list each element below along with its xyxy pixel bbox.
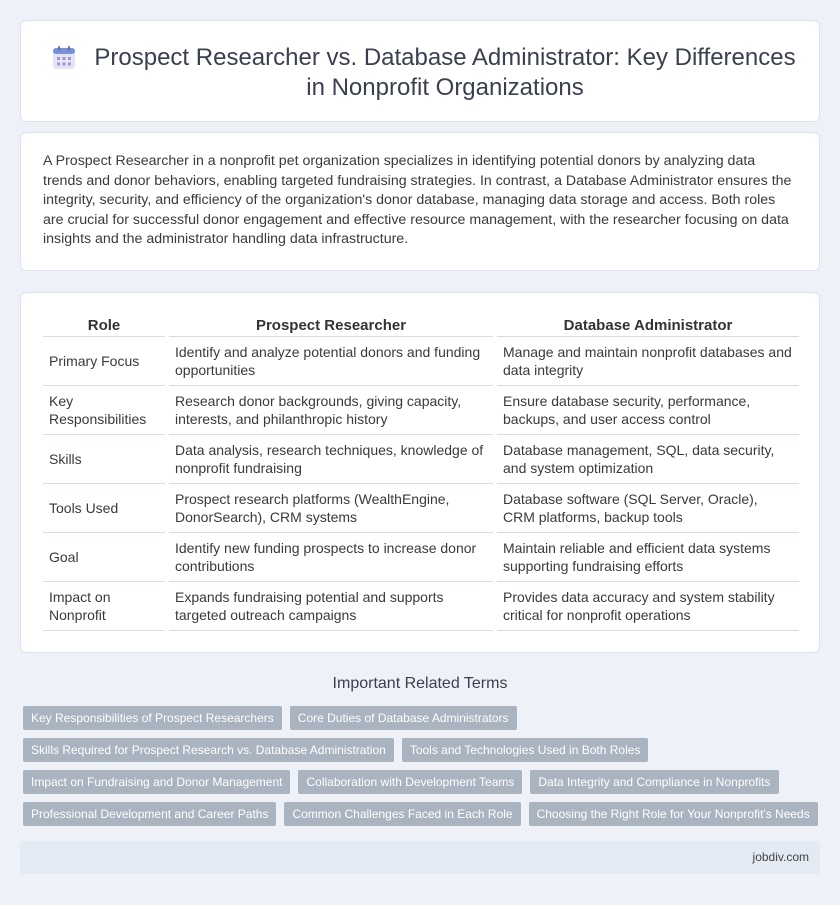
cell-prospect-researcher: Data analysis, research techniques, knowledge of nonprofit fundraising: [169, 435, 493, 484]
cell-role: Tools Used: [43, 484, 165, 533]
table-row: [43, 582, 799, 631]
related-terms-row: [23, 738, 823, 762]
comparison-table: [43, 315, 799, 631]
header-database-administrator: Database Administrator: [497, 315, 799, 337]
cell-role: Goal: [43, 533, 165, 582]
cell-prospect-researcher: Identify and analyze potential donors and funding opportunities: [169, 337, 493, 386]
table-row: [43, 484, 799, 533]
related-terms-heading: Important Related Terms: [332, 675, 508, 692]
related-term-tag[interactable]: Data Integrity and Compliance in Nonprofits: [530, 770, 778, 794]
related-term-tag[interactable]: Collaboration with Development Teams: [298, 770, 522, 794]
title-card: [20, 20, 820, 122]
cell-prospect-researcher: Prospect research platforms (WealthEngine, DonorSearch), CRM systems: [169, 484, 493, 533]
cell-role: Skills: [43, 435, 165, 484]
page-title: Prospect Researcher vs. Database Administrator: Key Differences in Nonprofit Organizations: [94, 44, 796, 101]
comparison-table-card: [20, 292, 820, 653]
cell-prospect-researcher: Identify new funding prospects to increase donor contributions: [169, 533, 493, 582]
cell-database-administrator: Database software (SQL Server, Oracle), CRM platforms, backup tools: [497, 484, 799, 533]
related-terms-list: [23, 706, 823, 834]
related-term-tag[interactable]: Skills Required for Prospect Research vs. Database Administration: [23, 738, 394, 762]
related-term-tag[interactable]: Professional Development and Career Paths: [23, 802, 276, 826]
cell-prospect-researcher: Research donor backgrounds, giving capacity, interests, and philanthropic history: [169, 386, 493, 435]
table-row: [43, 386, 799, 435]
cell-database-administrator: Database management, SQL, data security, and system optimization: [497, 435, 799, 484]
cell-role: Key Responsibilities: [43, 386, 165, 435]
related-term-tag[interactable]: Common Challenges Faced in Each Role: [284, 802, 520, 826]
related-terms-row: [23, 770, 823, 794]
intro-paragraph: A Prospect Researcher in a nonprofit pet organization specializes in identifying potential donors by analyzing data trends and donor behaviors, enabling targeted fundraising strategies. In contrast, a Database Administrator ensures the integrity, security, and efficiency of the organization's donor database, managing data storage and access. Both roles are crucial for successful donor engagement and effective resource management, with the researcher focusing on data insights and the administrator handling data infrastructure.: [43, 153, 792, 248]
related-terms-row: [23, 802, 823, 826]
table-header-row: [43, 315, 799, 337]
related-term-tag[interactable]: Choosing the Right Role for Your Nonprofit's Needs: [529, 802, 818, 826]
related-term-tag[interactable]: Impact on Fundraising and Donor Management: [23, 770, 290, 794]
cell-database-administrator: Provides data accuracy and system stability critical for nonprofit operations: [497, 582, 799, 631]
table-row: [43, 337, 799, 386]
table-row: [43, 435, 799, 484]
footer: [20, 841, 820, 874]
related-term-tag[interactable]: Core Duties of Database Administrators: [290, 706, 517, 730]
cell-database-administrator: Maintain reliable and efficient data systems supporting fundraising efforts: [497, 533, 799, 582]
cell-role: Impact on Nonprofit: [43, 582, 165, 631]
related-term-tag[interactable]: Key Responsibilities of Prospect Researchers: [23, 706, 282, 730]
cell-database-administrator: Ensure database security, performance, backups, and user access control: [497, 386, 799, 435]
cell-database-administrator: Manage and maintain nonprofit databases and data integrity: [497, 337, 799, 386]
related-term-tag[interactable]: Tools and Technologies Used in Both Roles: [402, 738, 649, 762]
related-terms-row: [23, 706, 823, 730]
header-prospect-researcher: Prospect Researcher: [169, 315, 493, 337]
intro-card: [20, 132, 820, 271]
cell-role: Primary Focus: [43, 337, 165, 386]
cell-prospect-researcher: Expands fundraising potential and supports targeted outreach campaigns: [169, 582, 493, 631]
table-row: [43, 533, 799, 582]
footer-site-link[interactable]: jobdiv.com: [752, 850, 809, 864]
header-role: Role: [43, 315, 165, 337]
